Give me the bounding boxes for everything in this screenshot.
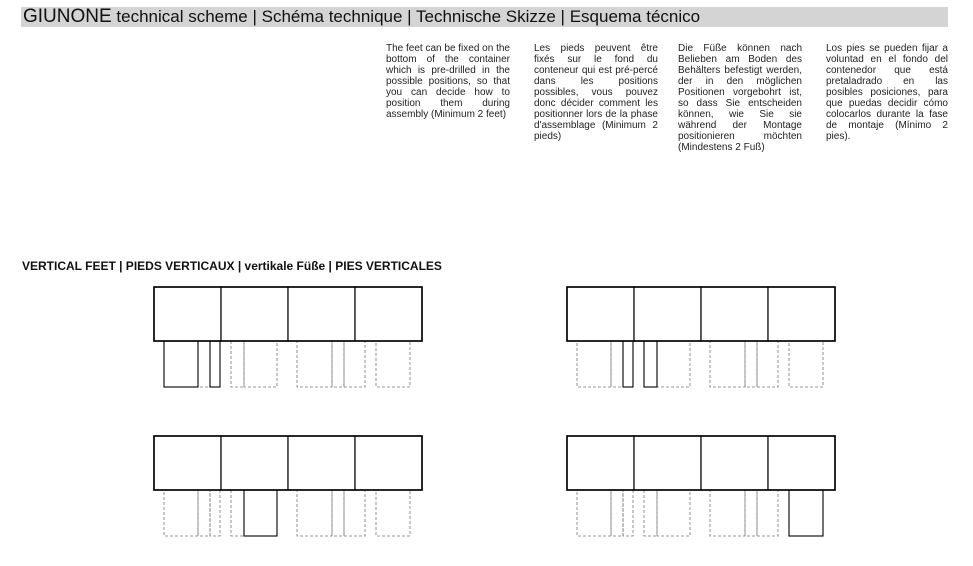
foot-position-dashed — [344, 341, 365, 387]
title-text: technical scheme | Schéma technique | Technische Skizze | Esquema técnico — [111, 7, 701, 26]
foot-position-dashed — [231, 490, 244, 536]
foot-position-dashed — [210, 490, 220, 536]
foot-position-dashed — [577, 490, 611, 536]
foot-position-dashed — [164, 490, 198, 536]
foot-fixed — [644, 341, 657, 387]
scheme-top-right — [567, 287, 835, 387]
scheme-bottom-left — [154, 436, 422, 536]
foot-position-dashed — [657, 341, 690, 387]
foot-position-dashed — [710, 490, 745, 536]
foot-position-dashed — [244, 341, 277, 387]
foot-position-dashed — [611, 490, 623, 536]
foot-position-dashed — [376, 341, 410, 387]
container-cell — [355, 287, 422, 341]
container-cell — [701, 287, 768, 341]
foot-position-dashed — [611, 341, 623, 387]
container-cell — [288, 287, 355, 341]
foot-position-dashed — [657, 490, 690, 536]
foot-position-dashed — [757, 341, 778, 387]
foot-fixed — [789, 490, 823, 536]
container-cell — [768, 287, 835, 341]
foot-position-dashed — [577, 341, 611, 387]
foot-fixed — [164, 341, 198, 387]
foot-position-dashed — [344, 490, 365, 536]
foot-position-dashed — [198, 490, 210, 536]
foot-position-dashed — [231, 341, 244, 387]
description-es: Los pies se pueden fijar a voluntad en el fondo del contenedor que está pretaladrado en las posibles posiciones, para que puedas decidir cómo colocarlos durante la fase de montaje (Mínimo 2 pies). — [826, 43, 948, 142]
foot-position-dashed — [297, 490, 332, 536]
container-cell — [634, 436, 701, 490]
container-cell — [768, 436, 835, 490]
description-en: The feet can be fixed on the bottom of the container which is pre-drilled in the possible positions, so that you can decide how to position them during assembly (Minimum 2 feet) — [386, 43, 510, 120]
foot-position-dashed — [644, 490, 657, 536]
container-cell — [355, 436, 422, 490]
foot-position-dashed — [745, 341, 757, 387]
foot-position-dashed — [297, 341, 332, 387]
container-cell — [154, 287, 221, 341]
foot-position-dashed — [789, 341, 823, 387]
container-cell — [567, 287, 634, 341]
container-cell — [288, 436, 355, 490]
container-cell — [221, 287, 288, 341]
foot-position-dashed — [332, 341, 344, 387]
container-cell — [634, 287, 701, 341]
description-de: Die Füße können nach Belieben am Boden des Behälters befestigt werden, der in den möglichen Positionen vorgebohrt ist, so dass Sie entscheiden können, wie Sie sie während der Montage positionieren möchten (Mindestens 2 Fuß) — [678, 43, 802, 153]
brand-name: GIUNONE — [23, 7, 112, 27]
foot-position-dashed — [376, 490, 410, 536]
foot-position-dashed — [710, 341, 745, 387]
foot-position-dashed — [198, 341, 210, 387]
scheme-bottom-right — [567, 436, 835, 536]
foot-fixed — [210, 341, 220, 387]
foot-fixed — [244, 490, 277, 536]
scheme-top-left — [154, 287, 422, 387]
foot-position-dashed — [745, 490, 757, 536]
section-heading: VERTICAL FEET | PIEDS VERTICAUX | vertikale Füße | PIES VERTICALES — [22, 259, 442, 273]
container-cell — [154, 436, 221, 490]
container-cell — [567, 436, 634, 490]
foot-position-dashed — [623, 490, 633, 536]
description-fr: Les pieds peuvent être fixés sur le fond du conteneur qui est pré-percé dans les positions possibles, vous pouvez donc décider comment les positionner lors de la phase d'assemblage (Minimum 2 pieds) — [534, 43, 658, 142]
foot-fixed — [623, 341, 633, 387]
foot-position-dashed — [757, 490, 778, 536]
foot-position-dashed — [332, 490, 344, 536]
container-cell — [701, 436, 768, 490]
container-cell — [221, 436, 288, 490]
